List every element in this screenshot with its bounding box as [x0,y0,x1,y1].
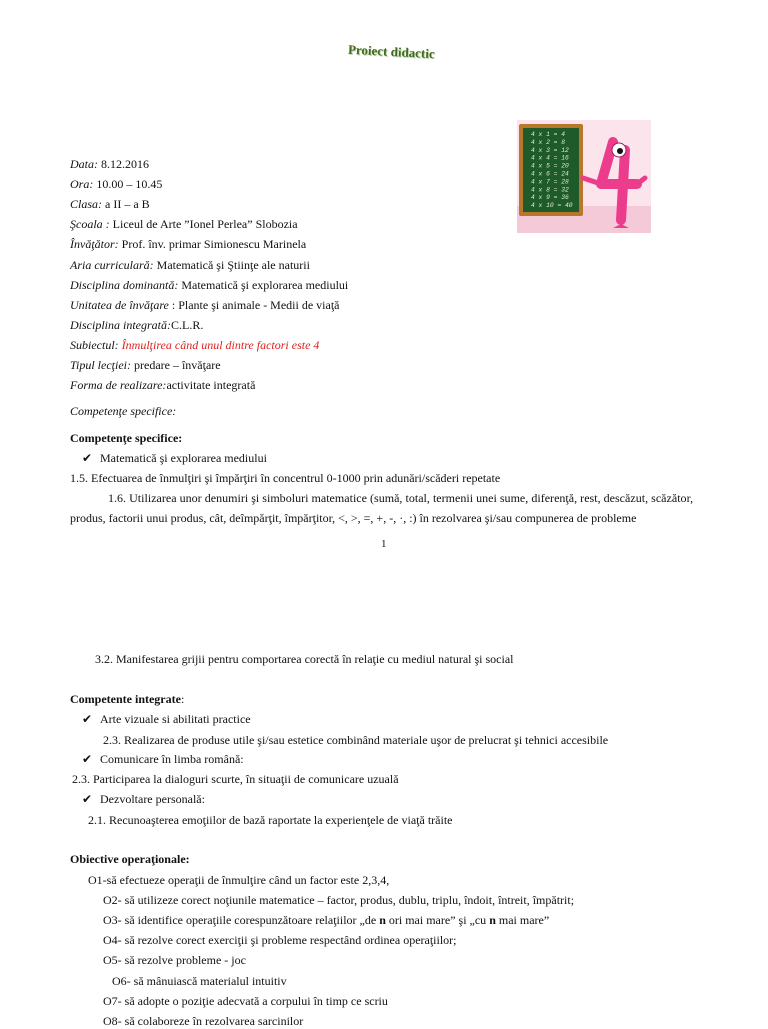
board-row: 4 x 1 = 4 [531,131,566,138]
info-value: 8.12.2016 [98,157,149,171]
objective-o8: O8- să colaboreze în rezolvarea sarcinilor [103,1014,304,1028]
board-row: 4 x 6 = 24 [531,170,569,178]
info-label: Clasa: [70,197,103,211]
check-icon: ✔ [82,712,93,726]
info-value: Matematică şi explorarea mediului [178,278,349,292]
info-value: Matematică şi Ştiinţe ale naturii [153,258,310,272]
objective-o4: O4- să rezolve corect exerciţii şi probleme respectând ordinea operaţiilor; [103,933,457,947]
info-line [70,358,221,373]
info-value: 10.00 – 10.45 [93,177,163,191]
info-label: Aria curriculară: [70,258,154,272]
competence-1-6-line2: produs, factorii unui produs, cât, deîmpărţit, împărţitor, <, >, =, +, -, ·, :) în rezolvarea şi/sau compunerea de probleme [70,511,637,525]
info-value: a II – a B [102,197,150,211]
info-value: Înmulţirea când unul dintre factori este 4 [118,338,320,352]
competence-3-2: 3.2. Manifestarea grijii pentru comportarea corectă în relaţie cu mediul natural şi social [95,652,514,666]
section-heading-obiective: Obiective operaţionale: [70,852,190,866]
info-label: Data: [70,157,98,171]
multiplication-table-illustration [517,120,651,233]
check-icon: ✔ [82,792,93,806]
list-item: ✔ Comunicare în limba română: [82,752,244,766]
check-icon: ✔ [82,451,93,465]
objective-o7: O7- să adopte o poziţie adecvată a corpului în timp ce scriu [103,994,388,1008]
info-label: Disciplina dominantă: [70,278,179,292]
info-line [70,298,340,313]
objective-o3: O3- să identifice operaţiile corespunzătoare relaţiilor „de n ori mai mare” şi „cu n mai mare” [103,913,550,927]
info-line [70,278,348,293]
info-line [70,378,255,393]
info-label: Învăţător: [70,237,119,251]
objective-o6: O6- să mânuiască materialul intuitiv [112,974,287,988]
board-row: 4 x 2 = 8 [531,138,566,146]
competente-label: Competenţe specifice: [70,404,177,418]
competence-2-1: 2.1. Recunoaşterea emoţiilor de bază raportate la experienţele de viaţă trăite [88,813,453,827]
info-line [70,177,162,192]
info-label: Subiectul: [70,338,119,352]
board-row: 4 x 10 = 40 [531,202,573,210]
info-line [70,338,319,353]
info-line [70,217,298,232]
list-item: ✔ Arte vizuale si abilitati practice [82,712,251,726]
info-label: Ora: [70,177,94,191]
board-row: 4 x 3 = 12 [531,146,569,154]
number-four-character-icon [517,120,651,233]
check-icon: ✔ [82,752,93,766]
board-row: 4 x 4 = 16 [531,154,569,162]
info-line [70,318,203,333]
board-row: 4 x 9 = 36 [531,194,569,202]
objective-o1: O1-să efectueze operaţii de înmulţire când un factor este 2,3,4, [88,873,390,887]
info-value: predare – învăţare [131,358,221,372]
info-line [70,258,310,273]
info-label: Şcoala : [70,217,110,231]
info-value: Prof. înv. primar Simionescu Marinela [118,237,307,251]
objective-o2: O2- să utilizeze corect noţiunile matematice – factor, produs, dublu, triplu, îndoit, întreit, împătrit; [103,893,575,907]
info-value: Liceul de Arte ”Ionel Perlea” Slobozia [109,217,298,231]
page-number: 1 [381,538,387,550]
info-value: activitate integrată [166,378,256,392]
section-heading-competente-integrate: Competente integrate: [70,692,185,706]
competence-2-3-arts: 2.3. Realizarea de produse utile şi/sau estetice combinând materiale uşor de prelucrat şi tehnici accesibile [103,733,609,747]
list-item: ✔ Matematică şi explorarea mediului [82,451,267,465]
list-item: ✔ Dezvoltare personală: [82,792,205,806]
board-row: 4 x 5 = 20 [531,162,569,170]
info-value: : Plante şi animale - Medii de viaţă [168,298,340,312]
competence-1-5: 1.5. Efectuarea de înmulţiri şi împărţiri în concentrul 0-1000 prin adunări/scăderi repetate [70,471,501,485]
board-row: 4 x 7 = 28 [531,178,569,186]
objective-o5: O5- să rezolve probleme - joc [103,953,246,967]
info-label: Unitatea de învăţare [70,298,169,312]
info-line [70,197,150,212]
info-label: Tipul lecţiei: [70,358,131,372]
info-line [70,157,149,172]
info-value: C.L.R. [171,318,204,332]
info-line [70,237,306,252]
competence-1-6-line1: 1.6. Utilizarea unor denumiri şi simboluri matematice (sumă, total, termenii unei sume, diferenţă, rest, descăzut, scăzător, [108,491,694,505]
board-row: 4 x 8 = 32 [531,186,569,194]
competence-2-3-language: 2.3. Participarea la dialoguri scurte, în situaţii de comunicare uzuală [72,772,399,786]
info-label: Forma de realizare: [70,378,167,392]
section-heading-competente-specifice: Competenţe specifice: [70,431,183,445]
page-title: Proiect didactic [347,41,436,62]
info-label: Disciplina integrată: [70,318,171,332]
